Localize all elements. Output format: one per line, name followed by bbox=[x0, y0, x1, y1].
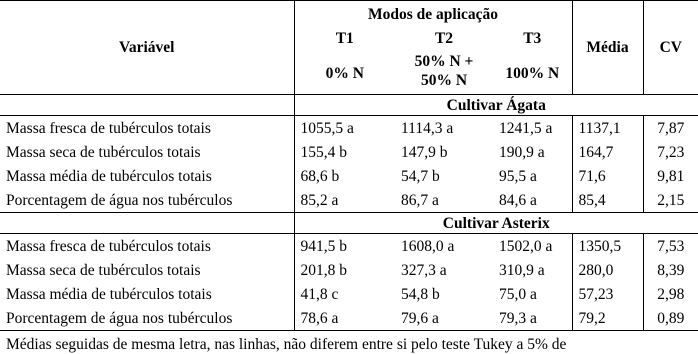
t1-cell: 941,5 b bbox=[300, 237, 347, 255]
table-row bbox=[0, 116, 698, 141]
mean-cell: 79,2 bbox=[572, 306, 643, 331]
cv-cell: 7,87 bbox=[657, 119, 685, 137]
mean-cell: 164,7 bbox=[572, 140, 643, 164]
mean-cell: 280,0 bbox=[572, 258, 643, 282]
t1-cell: 68,6 b bbox=[300, 167, 340, 185]
variable-cell: Massa fresca de tubérculos totais bbox=[0, 116, 294, 141]
mean-header: Média bbox=[572, 1, 643, 95]
variable-cell: Massa seca de tubérculos totais bbox=[0, 258, 294, 282]
treatment-code-t3: T3 bbox=[523, 29, 542, 47]
table-row bbox=[0, 306, 698, 331]
t3-cell: 190,9 a bbox=[493, 140, 572, 164]
mean-cell: 71,6 bbox=[572, 164, 643, 188]
t2-cell: 54,7 b bbox=[401, 167, 440, 185]
t2-cell: 1114,3 a bbox=[401, 119, 454, 137]
t1-cell: 41,8 c bbox=[300, 285, 339, 303]
variable-header: Variável bbox=[0, 1, 294, 95]
table-row bbox=[0, 188, 698, 213]
variable-cell: Massa seca de tubérculos totais bbox=[0, 140, 294, 164]
variable-cell: Massa média de tubérculos totais bbox=[0, 164, 294, 188]
treatment-desc-t3: 100% N bbox=[493, 49, 572, 95]
t1-cell: 85,2 a bbox=[294, 188, 395, 213]
t2-cell: 1608,0 a bbox=[401, 237, 455, 255]
t3-cell: 1241,5 a bbox=[493, 116, 572, 141]
t3-cell: 1502,0 a bbox=[493, 234, 572, 259]
table-row bbox=[0, 234, 698, 259]
header-row-modes bbox=[0, 1, 698, 28]
treatment-code-t2: T2 bbox=[434, 29, 454, 47]
t2-cell: 54,8 b bbox=[401, 285, 440, 303]
variable-cell: Porcentagem de água nos tubérculos bbox=[0, 306, 294, 331]
table-footnote: Médias seguidas de mesma letra, nas linhas, não diferem entre si pelo teste Tukey a 5% de bbox=[6, 336, 567, 353]
cultivar-label: Cultivar Asterix bbox=[294, 213, 698, 234]
modes-header: Modos de aplicação bbox=[294, 1, 572, 28]
t1-cell: 78,6 a bbox=[294, 306, 395, 331]
table-row bbox=[0, 282, 698, 306]
t3-cell: 310,9 a bbox=[493, 258, 572, 282]
table-row bbox=[0, 140, 698, 164]
cv-cell: 2,98 bbox=[657, 285, 685, 303]
cv-cell: 8,39 bbox=[657, 261, 685, 279]
t2-cell: 147,9 b bbox=[401, 143, 448, 161]
cv-cell: 0,89 bbox=[643, 306, 698, 331]
cultivar-row bbox=[0, 213, 698, 234]
t1-cell: 1055,5 a bbox=[300, 119, 354, 137]
cv-cell: 7,53 bbox=[657, 237, 685, 255]
t1-cell: 201,8 b bbox=[300, 261, 347, 279]
t3-cell: 79,3 a bbox=[493, 306, 572, 331]
cv-cell: 9,81 bbox=[657, 167, 685, 185]
treatment-desc-t1: 0% N bbox=[294, 49, 395, 95]
mean-cell: 57,23 bbox=[572, 282, 643, 306]
variable-cell: Massa fresca de tubérculos totais bbox=[0, 234, 294, 259]
variable-cell: Porcentagem de água nos tubérculos bbox=[0, 188, 294, 213]
t2-cell: 327,3 a bbox=[401, 261, 447, 279]
t3-cell: 84,6 a bbox=[493, 188, 572, 213]
mean-cell: 85,4 bbox=[572, 188, 643, 213]
variable-cell: Massa média de tubérculos totais bbox=[0, 282, 294, 306]
table-row bbox=[0, 258, 698, 282]
t2-cell: 79,6 a bbox=[395, 306, 493, 331]
mean-cell: 1137,1 bbox=[572, 116, 643, 141]
t2-cell: 86,7 a bbox=[395, 188, 493, 213]
mean-cell: 1350,5 bbox=[572, 234, 643, 259]
cv-cell: 7,23 bbox=[657, 143, 685, 161]
treatment-code-t1: T1 bbox=[335, 29, 354, 47]
cultivar-row bbox=[0, 95, 698, 116]
treatment-desc-t2: 50% N + 50% N bbox=[395, 49, 493, 95]
cultivar-label: Cultivar Ágata bbox=[294, 95, 698, 116]
cv-header: CV bbox=[643, 1, 698, 95]
table-row bbox=[0, 164, 698, 188]
t3-cell: 95,5 a bbox=[493, 164, 572, 188]
t3-cell: 75,0 a bbox=[493, 282, 572, 306]
t1-cell: 155,4 b bbox=[300, 143, 347, 161]
cv-cell: 2,15 bbox=[643, 188, 698, 213]
